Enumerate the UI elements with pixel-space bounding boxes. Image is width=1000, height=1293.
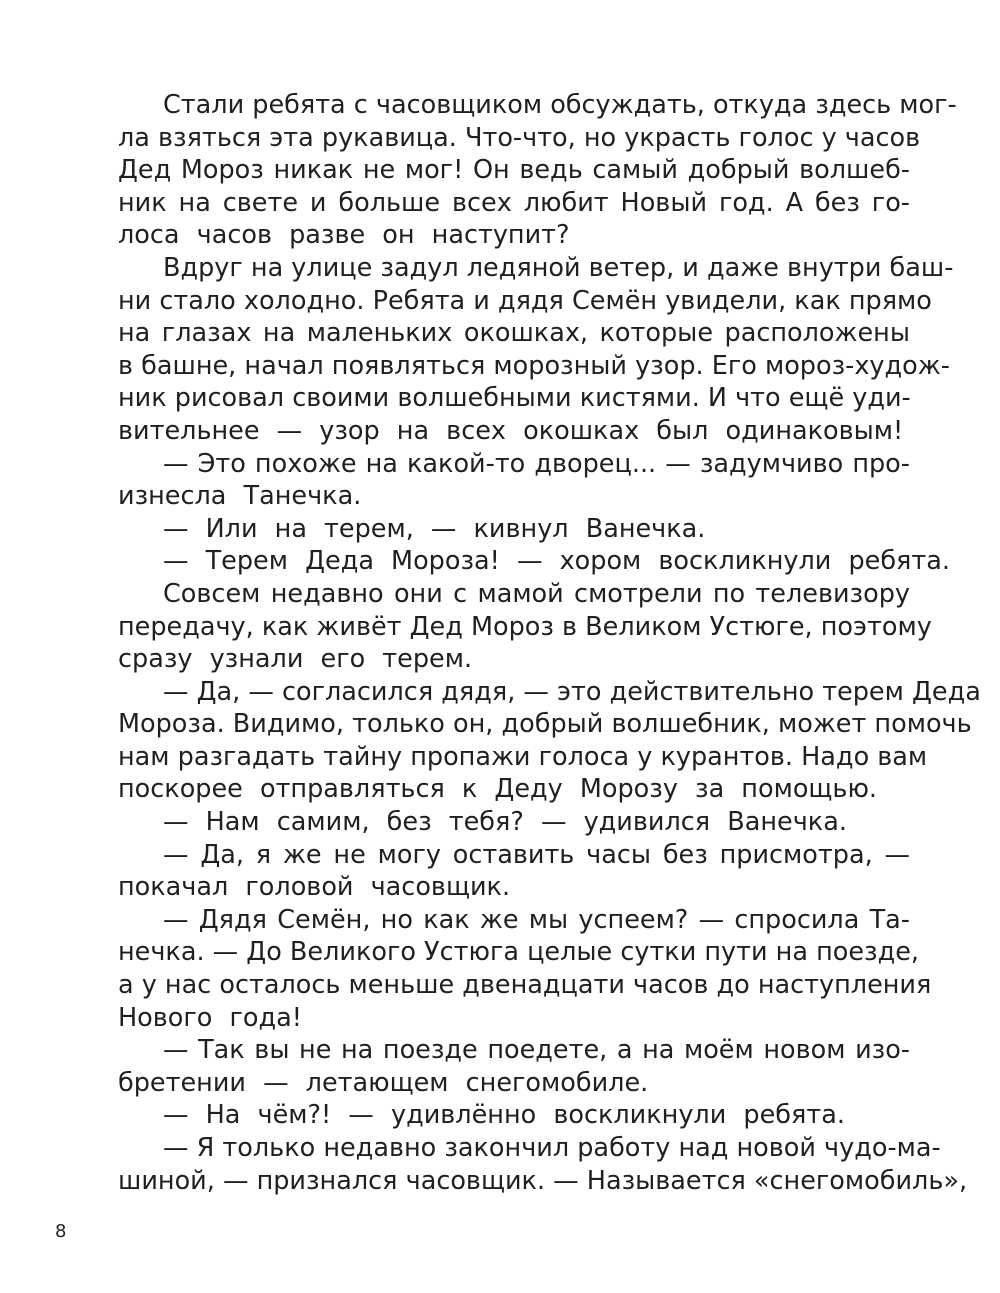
text-line: изнесла Танечка.	[118, 481, 362, 512]
text-line: Дед Мороз никак не мог! Он ведь самый добрый волшеб-	[118, 155, 910, 186]
text-line: покачал головой часовщик.	[118, 872, 511, 903]
text-line: сразу узнали его терем.	[118, 644, 473, 675]
text-line: Нового года!	[118, 1002, 302, 1033]
text-line: ник на свете и больше всех любит Новый год. А без го-	[118, 187, 910, 218]
text-line: — Да, я же не могу оставить часы без присмотра, —	[163, 839, 910, 870]
text-line: — Я только недавно закончил работу над новой чудо-ма-	[163, 1133, 941, 1163]
text-line: ла взяться эта рукавица. Что-что, но украсть голос у часов	[118, 122, 921, 153]
text-line: на глазах на маленьких окошках, которые расположены	[118, 318, 910, 349]
text-line: нам разгадать тайну пропажи голоса у курантов. Надо вам	[118, 741, 928, 772]
text-line: ни стало холодно. Ребята и дядя Семён увидели, как прямо	[118, 285, 932, 316]
text-line: — Так вы не на поезде поедете, а на моём новом изо-	[163, 1035, 910, 1066]
text-line: а у нас осталось меньше двенадцати часов до наступления	[118, 970, 932, 1001]
body-text	[118, 89, 981, 1197]
text-line: Мороза. Видимо, только он, добрый волшебник, может помочь	[118, 709, 972, 740]
text-line: ник рисовал своими волшебными кистями. И что ещё уди-	[118, 383, 911, 414]
text-line: вительнее — узор на всех окошках был одинаковым!	[118, 415, 904, 446]
page-number: 8	[55, 1221, 67, 1242]
text-line: — Дядя Семён, но как же мы успеем? — спросила Та-	[163, 904, 910, 935]
text-line: поскорее отправляться к Деду Морозу за помощью.	[118, 774, 878, 805]
text-line: — Да, — согласился дядя, — это действительно терем Деда	[163, 676, 981, 707]
text-line: Совсем недавно они с мамой смотрели по телевизору	[163, 578, 910, 609]
text-line: — Или на терем, — кивнул Ванечка.	[163, 513, 706, 544]
text-line: — Терем Деда Мороза! — хором воскликнули ребята.	[163, 546, 950, 577]
text-line: лоса часов разве он наступит?	[118, 220, 570, 251]
text-line: Вдруг на улице задул ледяной ветер, и даже внутри баш-	[163, 252, 954, 283]
text-line: бретении — летающем снегомобиле.	[118, 1067, 649, 1098]
text-line: — На чём?! — удивлённо воскликнули ребята.	[163, 1100, 845, 1131]
text-line: передачу, как живёт Дед Мороз в Великом Устюге, поэтому	[118, 611, 932, 642]
text-line: — Нам самим, без тебя? — удивился Ванечка.	[163, 807, 847, 838]
text-line: в башне, начал появляться морозный узор. Его мороз-худож-	[118, 350, 950, 381]
text-line: Стали ребята с часовщиком обсуждать, откуда здесь мог-	[163, 90, 957, 120]
text-line: — Это похоже на какой-то дворец... — задумчиво про-	[163, 448, 910, 479]
text-line: нечка. — До Великого Устюга целые сутки пути на поезде,	[118, 937, 920, 968]
text-line: шиной, — признался часовщик. — Называется «снегомобиль»,	[118, 1165, 968, 1196]
